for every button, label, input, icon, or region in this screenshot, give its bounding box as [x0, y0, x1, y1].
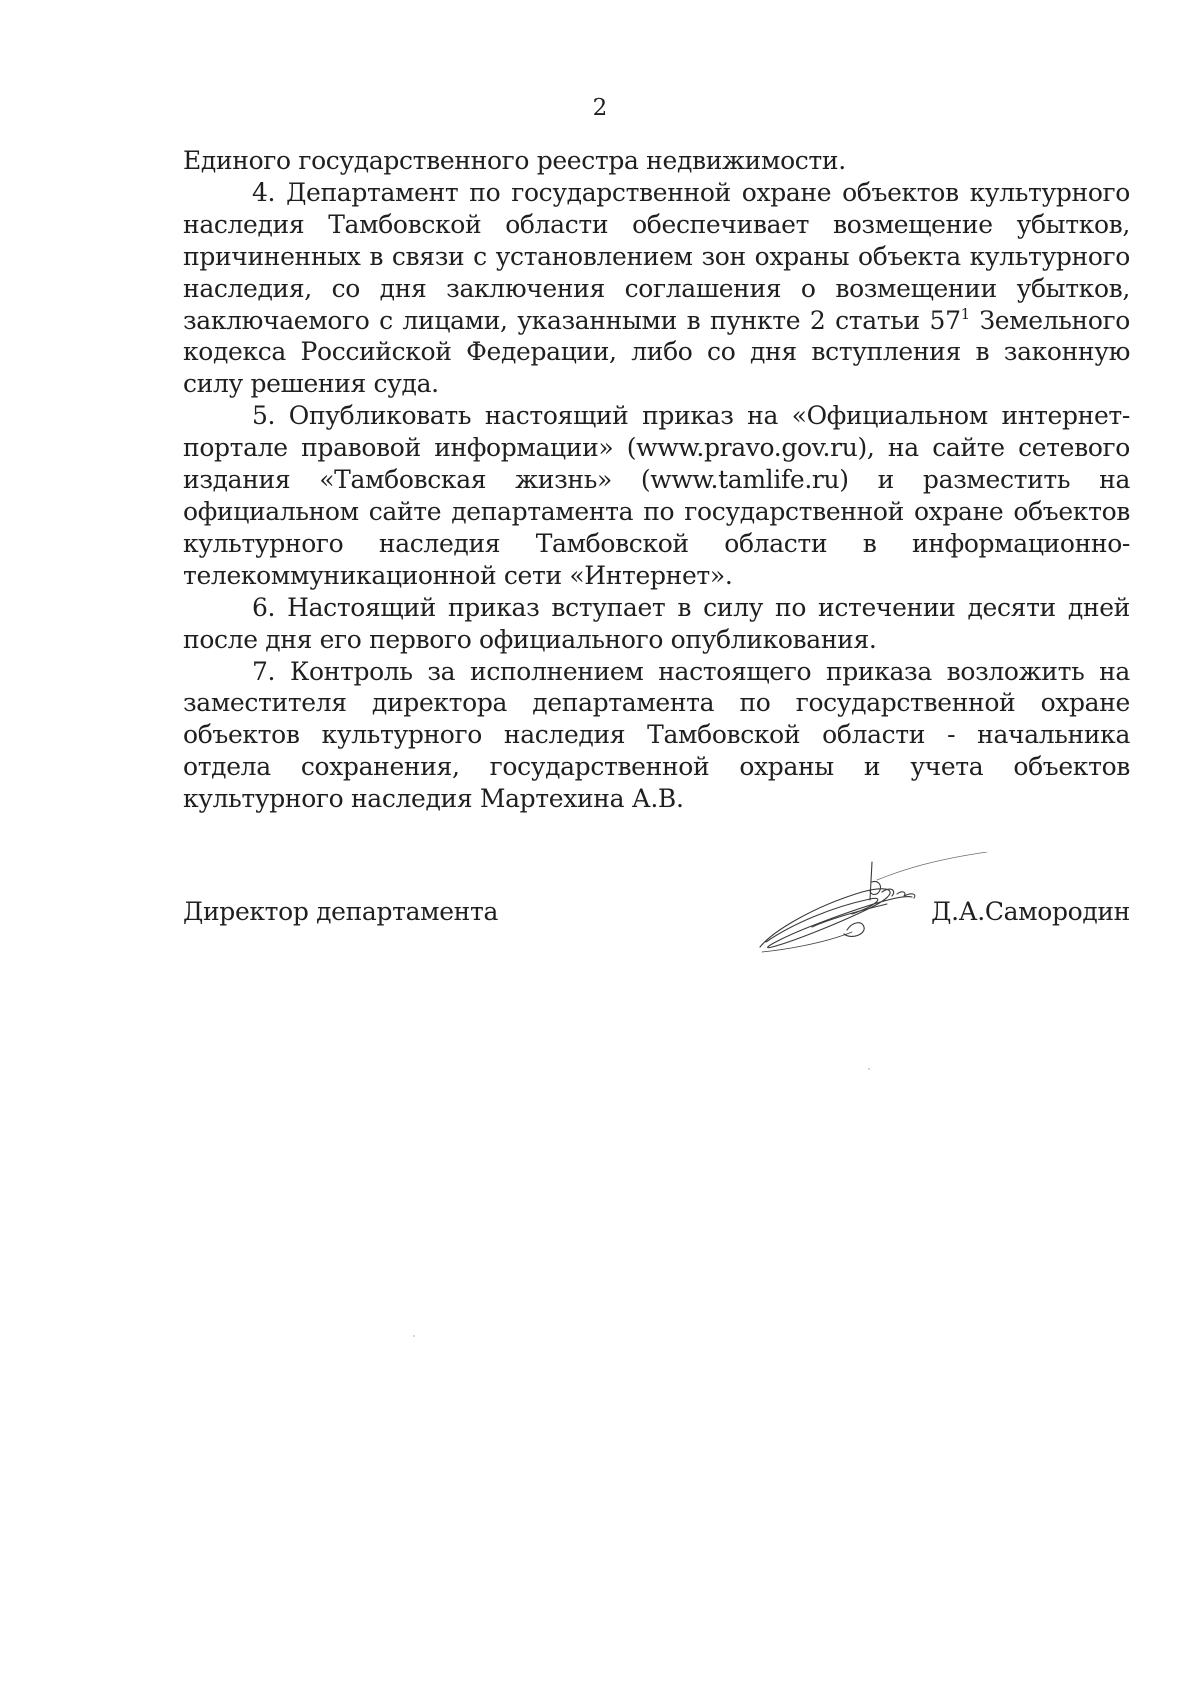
paragraph-item-6: 6. Настоящий приказ вступает в силу по истечении десяти дней после дня его первого официального опубликования.	[183, 592, 1130, 654]
signatory-name: Д.А.Самородин	[931, 897, 1130, 926]
order-body	[183, 145, 1130, 815]
paragraph-item-4	[183, 177, 1130, 400]
paragraph-item-4-tail: Земельного кодекса Российской Федерации, либо со дня вступления в законную силу решения суда.	[183, 305, 1130, 399]
signatory-title: Директор департамента	[183, 897, 499, 926]
paragraph-item-4-text: 4. Департамент по государственной охране объектов культурного наследия Тамбовской области обеспечивает возмещение убытков, причиненных в связи с установлением зон охраны объекта культурного наследия, со дня заключения соглашения о возмещении убытков, заключаемого с лицами, указанными в пункте 2 статьи 57	[183, 177, 1130, 335]
scan-speck	[413, 1335, 415, 1337]
scan-speck	[868, 1068, 870, 1070]
page-number: 2	[592, 95, 608, 121]
article-superscript: 1	[960, 304, 970, 323]
paragraph-continuation: Единого государственного реестра недвижимости.	[183, 146, 846, 175]
paragraph-item-5: 5. Опубликовать настоящий приказ на «Официальном интернет-портале правовой информации» (www.pravo.gov.ru), на сайте сетевого издания «Тамбовская жизнь» (www.tamlife.ru) и разместить на официальном сайте департамента по государственной охране объектов культурного наследия Тамбовской области в информационно-телекоммуникационной сети «Интернет».	[183, 401, 1130, 590]
paragraph-item-7: 7. Контроль за исполнением настоящего приказа возложить на заместителя директора департамента по государственной охране объектов культурного наследия Тамбовской области - начальника отдела сохранения, государственной охраны и учета объектов культурного наследия Мартехина А.В.	[183, 656, 1130, 814]
